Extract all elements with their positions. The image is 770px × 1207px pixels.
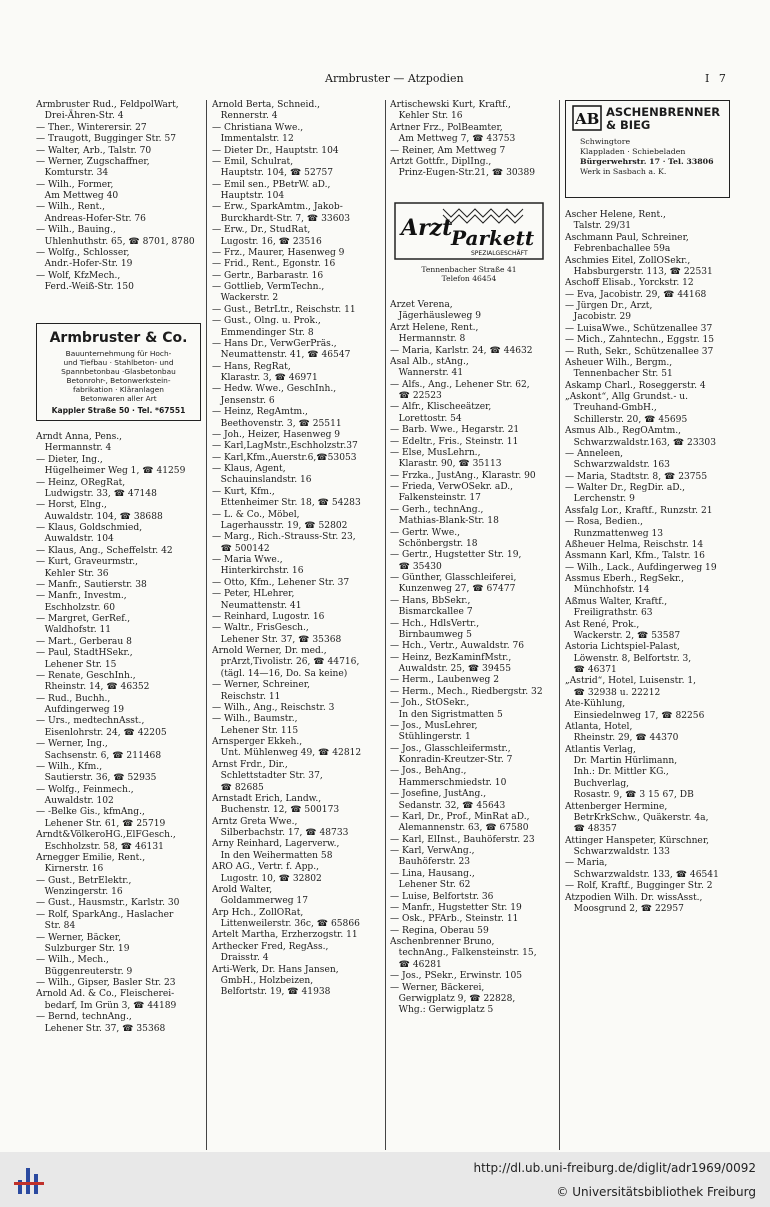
page-header xyxy=(0,72,770,88)
aschenbrenner-line-1: Schwingtore xyxy=(580,137,631,146)
arzt-parkett-logo xyxy=(393,201,545,261)
aschenbrenner-name: ASCHENBRENNER & BIEG xyxy=(606,105,721,132)
svg-text:SPEZIALGESCHÄFT: SPEZIALGESCHÄFT xyxy=(471,250,528,257)
aschenbrenner-advert xyxy=(565,100,730,198)
svg-text:Parkett: Parkett xyxy=(451,226,535,250)
column-4: Ascher Helene, Rent., Talstr. 29/31 Aschmann Paul, Schreiner, Febrenbachallee 59a Aschmies Eitel, ZollOSekr., Habsburgerstr. 113, ☎ 22531 Aschoff Elisab., Yorckstr. 12 — Eva, Jacobistr. 29, ☎ 44168 — Jürgen Dr., Arzt, Jacobistr. 29 — LuisaWwe., Schützenallee 37 — Mich., Zahntechn., Eggstr. 15 — Ruth, Sekr., Schützenallee 37 Asheuer Wilh., Bergm., Tennenbacher Str. 51 Askamp Charl., Roseggerstr. 4 „Askont“, Allg Grundst.- u. Treuhand-GmbH., Schillerstr. 20, ☎ 45695 Asmus Alb., RegOAmtm., Schwarzwaldstr.163, ☎ 23303 — Anneleen, Schwarzwaldstr. 163 — Maria, Stadtstr. 8, ☎ 23755 — Walter Dr., RegDir. aD., Lerchenstr. 9 Assfalg Lor., Kraftf., Runzstr. 21 — Rosa, Bedien., Runzmattenweg 13 Aßheuer Helma, Reischstr. 14 Assmann Karl, Kfm., Talstr. 16 — Wilh., Lack., Aufdingerweg 19 Assmus Eberh., RegSekr., Münchhofstr. 14 Aßmus Walter, Kraftf., Freiligrathstr. 63 Ast René, Prok., Wackerstr. 2, ☎ 53587 Astoria Lichtspiel-Palast, Löwenstr. 8, Belfortstr. 3, ☎ 46371 „Astrid“, Hotel, Luisenstr. 1, ☎ 32938 u. 22212 Ate-Kühlung, Einsiedelnweg 17, ☎ 82256 Atlanta, Hotel, Rheinstr. 29, ☎ 44370 Atlantis Verlag, Dr. Martin Hürlimann, Inh.: Dr. Mittler KG., Buchverlag, Rosastr. 9, ☎ 3 15 67, DB Attenberger Hermine, BetrKrkSchw., Quäkerstr. 4a, ☎ 48357 Attinger Hanspeter, Kürschner, Schwarzwaldstr. 133 — Maria, Schwarzwaldstr. 133, ☎ 46541 — Rolf, Kraftf., Bugginger Str. 2 Atzpodien Wilh. Dr. wissAsst., Moosgrund 2, ☎ 22957 xyxy=(565,210,719,914)
column-divider xyxy=(559,100,560,1150)
footer-bar xyxy=(0,1152,770,1207)
document-url-link[interactable]: http://dl.ub.uni-freiburg.de/diglit/adr1969/0092 xyxy=(473,1161,756,1175)
aschenbrenner-line-4: Werk in Sasbach a. K. xyxy=(580,167,667,176)
column-divider xyxy=(206,100,207,1150)
armbruster-advert xyxy=(36,323,201,421)
arzt-parkett-advert xyxy=(393,201,545,291)
column-1-top: Armbruster Rud., FeldpolWart, Drei-Ähren-Str. 4 — Ther., Winterersir. 27 — Traugott, Bugginger Str. 57 — Walter, Arb., Talstr. 70 — Werner, Zugschaffner, Komturstr. 34 — Wilh., Former, Am Mettweg 40 — Wilh., Rent., Andreas-Hofer-Str. 76 — Wilh., Bauing., Uhlenhuthstr. 65, ☎ 8701, 8780 — Wolfg., Schlosser, Andr.-Hofer-Str. 19 — Wolf, KfzMech., Ferd.-Weiß-Str. 150 xyxy=(36,100,195,292)
arzt-parkett-address: Tennenbacher Straße 41 xyxy=(421,265,517,274)
aschenbrenner-line-2: Klappladen · Schiebeladen xyxy=(580,147,686,156)
svg-text:AB: AB xyxy=(575,110,600,128)
page-title: Armbruster — Atzpodien xyxy=(325,72,464,85)
advert-description: Bauunternehmung für Hoch- und Tiefbau · Stahlbeton- und Spannbetonbau ·Glasbetonbau Betonrohr-, Betonwerkstein- fabrikation · Kläranlagen Betonwaren aller Art xyxy=(61,349,176,403)
column-2: Arnold Berta, Schneid., Rennerstr. 4 — Christiana Wwe., Immentalstr. 12 — Dieter Dr., Hauptstr. 104 — Emil, Schulrat, Hauptstr. 104, ☎ 52757 — Emil sen., PBetrW. aD., Hauptstr. 104 — Erw., SparkAmtm., Jakob- Burckhardt-Str. 7, ☎ 33603 — Erw., Dr., StudRat, Lugostr. 16, ☎ 23516 — Frz., Maurer, Hasenweg 9 — Frid., Rent., Egonstr. 16 — Gertr., Barbarastr. 16 — Gottlieb, VermTechn., Wackerstr. 2 — Gust., BetrLtr., Reischstr. 11 — Gust., Olng. u. Prok., Emmendinger Str. 8 — Hans Dr., VerwGerPräs., Neumattenstr. 41, ☎ 46547 — Hans, RegRat, Klarastr. 3, ☎ 46971 — Hedw. Wwe., GeschInh., Jensenstr. 6 — Heinz, RegAmtm., Beethovenstr. 3, ☎ 25511 — Joh., Heizer, Hasenweg 9 — Karl,LagMstr.,Eschholzstr.37 — Karl,Kfm.,Auerstr.6,☎53053 — Klaus, Agent, Schauinslandstr. 16 — Kurt, Kfm., Ettenheimer Str. 18, ☎ 54283 — L. & Co., Möbel, Lagerhausstr. 19, ☎ 52802 — Marg., Rich.-Strauss-Str. 23, ☎ 500142 — Maria Wwe., Hinterkirchstr. 16 — Otto, Kfm., Lehener Str. 37 — Peter, HLehrer, Neumattenstr. 41 — Reinhard, Lugostr. 16 — Waltr., FrisGesch., Lehener Str. 37, ☎ 35368 Arnold Werner, Dr. med., prArzt,Tivolistr. 26, ☎ 44716, (tägl. 14—16, Do. Sa keine) — Werner, Schreiner, Reischstr. 11 — Wilh., Ang., Reischstr. 3 — Wilh., Baumstr., Lehener Str. 115 Arnsperger Ekkeh., Unt. Mühlenweg 49, ☎ 42812 Arnst Frdr., Dir., Schlettstadter Str. 37, ☎ 82685 Arnstadt Erich, Landw., Buchenstr. 12, ☎ 500173 Arntz Greta Wwe., Silberbachstr. 17, ☎ 48733 Arny Reinhard, Lagerverw., In den Weihermatten 58 ARO AG., Vertr. f. App., Lugostr. 10, ☎ 32802 Arold Walter, Goldammerweg 17 Arp Hch., ZollORat, Littenweilerstr. 36c, ☎ 65866 Artelt Martha, Erzherzogstr. 11 Arthecker Fred, RegAss., Draisstr. 4 Arti-Werk, Dr. Hans Jansen, GmbH., Holzbeizen, Belfortstr. 19, ☎ 41938 xyxy=(212,100,362,998)
aschenbrenner-logo-icon xyxy=(572,105,602,131)
advert-company-name: Armbruster & Co. xyxy=(49,330,188,346)
aschenbrenner-line-3: Bürgerwehrstr. 17 · Tel. 33806 xyxy=(580,157,714,166)
column-1-bottom: Arndt Anna, Pens., Hermannstr. 4 — Dieter, Ing., Hügelheimer Weg 1, ☎ 41259 — Heinz, ORegRat, Ludwigstr. 33, ☎ 47148 — Horst, Elng., Auwaldstr. 104, ☎ 38688 — Klaus, Goldschmied, Auwaldstr. 104 — Klaus, Ang., Scheffelstr. 42 — Kurt, Graveurmstr., Kehler Str. 36 — Manfr., Sautierstr. 38 — Manfr., Investm., Eschholzstr. 60 — Margret, GerRef., Waldhofstr. 11 — Mart., Gerberau 8 — Paul, StadtHSekr., Lehener Str. 15 — Renate, GeschInh., Rheinstr. 14, ☎ 46352 — Rud., Buchh., Aufdingerweg 19 — Urs., medtechnAsst., Eisenlohrstr. 24, ☎ 42205 — Werner, Ing., Sachsenstr. 6, ☎ 211468 — Wilh., Kfm., Sautierstr. 36, ☎ 52935 — Wolfg., Feinmech., Auwaldstr. 102 — -Belke Gis., kfmAng., Lehener Str. 61, ☎ 25719 Arndt&VölkeroHG.,ElFGesch., Eschholzstr. 58, ☎ 46131 Arnegger Emilie, Rent., Kirnerstr. 16 — Gust., BetrElektr., Wenzingerstr. 16 — Gust., Hausmstr., Karlstr. 30 — Rolf, SparkAng., Haslacher Str. 84 — Werner, Bäcker, Sulzburger Str. 19 — Wilh., Mech., Büggenreuterstr. 9 — Wilh., Gipser, Basler Str. 23 Arnold Ad. & Co., Fleischerei- bedarf, Im Grün 3, ☎ 44189 — Bernd, technAng., Lehener Str. 37, ☎ 35368 xyxy=(36,432,186,1034)
column-3-bottom: Arzet Verena, Jägerhäusleweg 9 Arzt Helene, Rent., Hermannstr. 8 — Maria, Karlstr. 24, ☎ 44632 Asal Alb., stAng., Wannerstr. 41 — Alfs., Ang., Lehener Str. 62, ☎ 22523 — Alfr., Klischeeätzer, Lorettostr. 54 — Barb. Wwe., Hegarstr. 21 — Edeltr., Fris., Steinstr. 11 — Else, MusLehrn., Klarastr. 90, ☎ 35113 — Frzka., JustAng., Klarastr. 90 — Frieda, VerwOSekr. aD., Falkensteinstr. 17 — Gerh., technAng., Mathias-Blank-Str. 18 — Gertr. Wwe., Schönbergstr. 18 — Gertr., Hugstetter Str. 19, ☎ 35430 — Günther, Glasschleiferei, Kunzenweg 27, ☎ 67477 — Hans, BbSekr., Bismarckallee 7 — Hch., HdlsVertr., Birnbaumweg 5 — Hch., Vertr., Auwaldstr. 76 — Heinz, BezKaminfMstr., Auwaldstr. 25, ☎ 39455 — Herm., Laubenweg 2 — Herm., Mech., Riedbergstr. 32 — Joh., StOSekr., In den Sigristmatten 5 — Jos., MusLehrer, Stühlingerstr. 1 — Jos., Glasschleifermstr., Konradin-Kreutzer-Str. 7 — Jos., BehAng., Hammerschmiedstr. 10 — Josefine, JustAng., Sedanstr. 32, ☎ 45643 — Karl, Dr., Prof., MinRat aD., Alemannenstr. 63, ☎ 67580 — Karl, ElInst., Bauhöferstr. 23 — Karl, VerwAng., Bauhöferstr. 23 — Lina, Hausang., Lehener Str. 62 — Luise, Belfortstr. 36 — Manfr., Hugstetter Str. 19 — Osk., PFArb., Steinstr. 11 — Regina, Oberau 59 Aschenbrenner Bruno, technAng., Falkensteinstr. 15, ☎ 46281 — Jos., PSekr., Erwinstr. 105 — Werner, Bäckerei, Gerwigplatz 9, ☎ 22828, Whg.: Gerwigplatz 5 xyxy=(390,300,543,1016)
copyright-text: © Universitätsbibliothek Freiburg xyxy=(556,1185,756,1199)
column-divider xyxy=(385,100,386,1150)
column-3-top: Artischewski Kurt, Kraftf., Kehler Str. 16 Artner Frz., PolBeamter, Am Mettweg 7, ☎ 43753 — Reiner, Am Mettweg 7 Artzt Gottfr., DiplIng., Prinz-Eugen-Str.21, ☎ 30389 xyxy=(390,100,536,179)
page-number: I 7 xyxy=(705,72,729,85)
svg-text:Arzt: Arzt xyxy=(401,215,453,241)
arzt-parkett-phone: Telefon 46454 xyxy=(441,274,497,283)
advert-address: Kappler Straße 50 · Tel. *67551 xyxy=(51,406,186,415)
library-logo-icon xyxy=(12,1160,52,1200)
